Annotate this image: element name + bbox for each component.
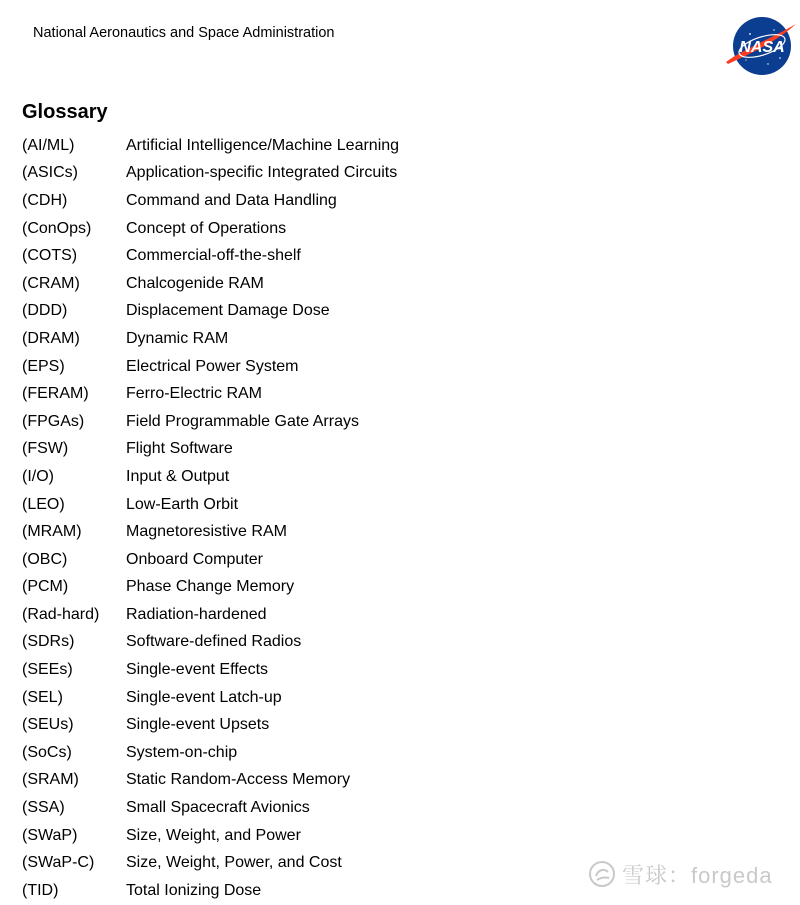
- glossary-abbr: (SWaP): [22, 826, 78, 844]
- glossary-row: [22, 822, 399, 850]
- agency-name: National Aeronautics and Space Administration: [33, 25, 335, 41]
- glossary-term: Static Random-Access Memory: [126, 771, 351, 789]
- glossary-term: Input & Output: [126, 467, 230, 485]
- glossary-abbr: (SEUs): [22, 716, 74, 734]
- glossary-term: Low-Earth Orbit: [126, 495, 239, 513]
- glossary-row: [22, 877, 399, 905]
- glossary-term: Size, Weight, Power, and Cost: [126, 854, 342, 872]
- glossary-term: Radiation-hardened: [126, 605, 267, 623]
- glossary-term: Onboard Computer: [126, 550, 263, 568]
- glossary-term: Dynamic RAM: [126, 329, 229, 347]
- glossary-abbr: (SoCs): [22, 743, 72, 761]
- glossary-abbr: (FERAM): [22, 385, 89, 403]
- glossary-abbr: (AI/ML): [22, 136, 75, 154]
- glossary-abbr: (TID): [22, 881, 59, 899]
- glossary-term: Application-specific Integrated Circuits: [126, 164, 398, 182]
- glossary-abbr: (ASICs): [22, 164, 78, 182]
- nasa-logo-icon: [722, 14, 798, 78]
- glossary-abbr: (SRAM): [22, 771, 79, 789]
- glossary-row: [22, 518, 399, 546]
- glossary-term: Small Spacecraft Avionics: [126, 799, 310, 817]
- glossary-abbr: (LEO): [22, 495, 65, 513]
- glossary-term: Flight Software: [126, 440, 233, 458]
- glossary-abbr: (ConOps): [22, 219, 92, 237]
- glossary-term: Total Ionizing Dose: [126, 881, 262, 899]
- nasa-logo-text: NASA: [739, 39, 785, 56]
- glossary-term: Field Programmable Gate Arrays: [126, 412, 359, 430]
- glossary-abbr: (EPS): [22, 357, 65, 375]
- glossary-row: [22, 298, 399, 326]
- glossary-row: [22, 160, 399, 188]
- glossary-abbr: (MRAM): [22, 523, 82, 541]
- glossary-term: Single-event Latch-up: [126, 688, 282, 706]
- glossary-row: [22, 353, 399, 381]
- glossary-row: [22, 491, 399, 519]
- glossary-row: [22, 215, 399, 243]
- watermark: [588, 858, 773, 890]
- snowball-logo-icon: [588, 860, 616, 888]
- glossary-term: Phase Change Memory: [126, 578, 295, 596]
- glossary-row: [22, 546, 399, 574]
- glossary-abbr: (DRAM): [22, 329, 80, 347]
- glossary-term: Software-defined Radios: [126, 633, 302, 651]
- glossary-row: [22, 436, 399, 464]
- glossary-term: Single-event Upsets: [126, 716, 270, 734]
- glossary-row: [22, 849, 399, 877]
- glossary-abbr: (OBC): [22, 550, 68, 568]
- glossary-abbr: (PCM): [22, 578, 69, 596]
- glossary-term: Size, Weight, and Power: [126, 826, 301, 844]
- glossary-term: Ferro-Electric RAM: [126, 385, 263, 403]
- glossary-abbr: (Rad-hard): [22, 605, 100, 623]
- glossary-row: [22, 767, 399, 795]
- glossary-term: System-on-chip: [126, 743, 238, 761]
- glossary-row: [22, 739, 399, 767]
- glossary-term: Magnetoresistive RAM: [126, 523, 287, 541]
- glossary-abbr: (FSW): [22, 440, 69, 458]
- glossary-abbr: (FPGAs): [22, 412, 85, 430]
- glossary-row: [22, 270, 399, 298]
- glossary-row: [22, 711, 399, 739]
- glossary-row: [22, 684, 399, 712]
- glossary-term: Single-event Effects: [126, 661, 269, 679]
- glossary-abbr: (SDRs): [22, 633, 75, 651]
- glossary-row: [22, 242, 399, 270]
- glossary-term: Artificial Intelligence/Machine Learning: [126, 136, 400, 154]
- glossary-row: [22, 463, 399, 491]
- glossary-abbr: (CRAM): [22, 274, 80, 292]
- glossary-row: [22, 132, 399, 160]
- glossary-abbr: (DDD): [22, 302, 68, 320]
- glossary-term: Command and Data Handling: [126, 191, 337, 209]
- glossary-term: Concept of Operations: [126, 219, 287, 237]
- glossary-row: [22, 187, 399, 215]
- glossary-row: [22, 380, 399, 408]
- glossary-row: [22, 629, 399, 657]
- glossary-title: Glossary: [22, 101, 108, 123]
- glossary-row: [22, 574, 399, 602]
- glossary-term: Displacement Damage Dose: [126, 302, 330, 320]
- glossary-row: [22, 794, 399, 822]
- glossary-row: [22, 408, 399, 436]
- glossary-abbr: (SSA): [22, 799, 65, 817]
- glossary-abbr: (COTS): [22, 247, 78, 265]
- glossary-abbr: (SEL): [22, 688, 63, 706]
- watermark-text: 雪球：forgeda: [622, 862, 773, 888]
- glossary-term: Chalcogenide RAM: [126, 274, 264, 292]
- glossary-row: [22, 601, 399, 629]
- glossary-abbr: (CDH): [22, 191, 68, 209]
- glossary-term: Commercial-off-the-shelf: [126, 247, 301, 265]
- glossary-list: [22, 132, 399, 905]
- glossary-abbr: (SWaP-C): [22, 854, 95, 872]
- glossary-row: [22, 325, 399, 353]
- glossary-row: [22, 656, 399, 684]
- glossary-term: Electrical Power System: [126, 357, 299, 375]
- glossary-abbr: (SEEs): [22, 661, 73, 679]
- glossary-abbr: (I/O): [22, 467, 54, 485]
